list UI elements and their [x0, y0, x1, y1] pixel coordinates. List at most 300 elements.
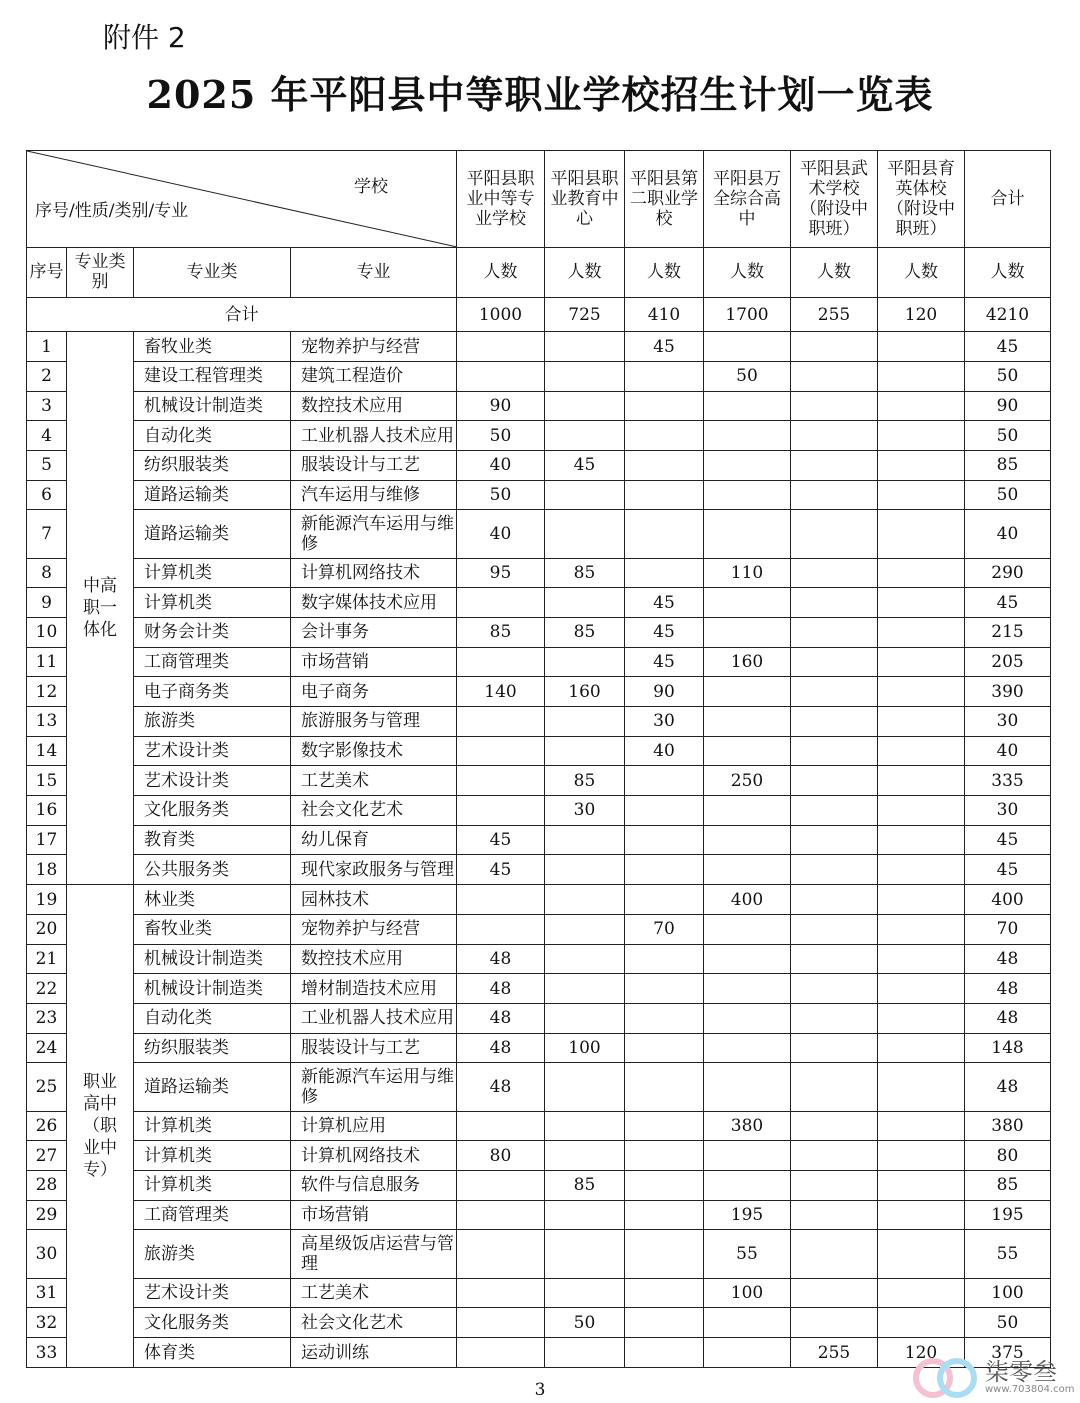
- table-row: [27, 677, 1051, 707]
- row-class: 财务会计类: [134, 617, 291, 647]
- row-value: [878, 1230, 965, 1278]
- row-value: [878, 480, 965, 510]
- row-total: 45: [965, 332, 1051, 362]
- row-total: 90: [965, 391, 1051, 421]
- row-major: 高星级饭店运营与管理: [291, 1230, 457, 1278]
- row-value: [878, 1308, 965, 1338]
- row-value: [457, 736, 545, 766]
- school-header: 平阳县职业中等专业学校: [457, 151, 545, 248]
- table-row: [27, 1230, 1051, 1278]
- row-total: 290: [965, 558, 1051, 588]
- row-major: 计算机网络技术: [291, 1141, 457, 1171]
- total-label: 合计: [27, 297, 457, 331]
- row-value: 120: [878, 1338, 965, 1368]
- row-major: 新能源汽车运用与维修: [291, 510, 457, 558]
- row-value: 50: [457, 421, 545, 451]
- row-class: 工商管理类: [134, 1200, 291, 1230]
- row-value: [545, 885, 625, 915]
- row-class: 计算机类: [134, 1141, 291, 1171]
- row-value: [457, 1170, 545, 1200]
- row-total: 48: [965, 1003, 1051, 1033]
- table-row: [27, 588, 1051, 618]
- row-major: 社会文化艺术: [291, 796, 457, 826]
- row-class: 艺术设计类: [134, 736, 291, 766]
- row-value: 140: [457, 677, 545, 707]
- row-major: 服装设计与工艺: [291, 450, 457, 480]
- row-class: 计算机类: [134, 558, 291, 588]
- row-value: [791, 617, 878, 647]
- total-value: 4210: [965, 297, 1051, 331]
- row-value: 48: [457, 1033, 545, 1063]
- row-value: [625, 1308, 704, 1338]
- row-total: 80: [965, 1141, 1051, 1171]
- row-value: [545, 332, 625, 362]
- row-value: [625, 1200, 704, 1230]
- row-value: [625, 796, 704, 826]
- table-row: [27, 361, 1051, 391]
- total-value: 725: [545, 297, 625, 331]
- row-total: 195: [965, 1200, 1051, 1230]
- row-value: [545, 914, 625, 944]
- row-value: [625, 766, 704, 796]
- row-value: [625, 825, 704, 855]
- table-row: [27, 647, 1051, 677]
- row-value: [791, 1230, 878, 1278]
- row-value: [704, 1338, 791, 1368]
- row-total: 30: [965, 707, 1051, 737]
- row-value: [457, 1308, 545, 1338]
- row-value: 95: [457, 558, 545, 588]
- row-value: [791, 825, 878, 855]
- page-number: 3: [534, 1380, 546, 1400]
- row-value: [704, 736, 791, 766]
- school-header: 平阳县武术学校（附设中职班）: [791, 151, 878, 248]
- row-value: [625, 1230, 704, 1278]
- total-value: 120: [878, 297, 965, 331]
- row-seq: 22: [27, 974, 67, 1004]
- row-major: 旅游服务与管理: [291, 707, 457, 737]
- row-value: [878, 885, 965, 915]
- table-row: [27, 558, 1051, 588]
- row-value: 160: [704, 647, 791, 677]
- row-value: 90: [457, 391, 545, 421]
- row-total: 380: [965, 1111, 1051, 1141]
- row-total: 45: [965, 588, 1051, 618]
- row-value: [878, 766, 965, 796]
- row-value: [545, 1111, 625, 1141]
- row-seq: 18: [27, 855, 67, 885]
- row-total: 148: [965, 1033, 1051, 1063]
- row-class: 建设工程管理类: [134, 361, 291, 391]
- row-value: [625, 421, 704, 451]
- row-value: [457, 1338, 545, 1368]
- row-value: [878, 1170, 965, 1200]
- row-total: 400: [965, 885, 1051, 915]
- row-value: [457, 885, 545, 915]
- row-value: [878, 1278, 965, 1308]
- row-value: [625, 450, 704, 480]
- row-value: 85: [545, 766, 625, 796]
- row-value: [878, 332, 965, 362]
- row-value: [625, 480, 704, 510]
- row-value: [625, 510, 704, 558]
- row-value: [704, 914, 791, 944]
- row-value: 160: [545, 677, 625, 707]
- row-value: [545, 1338, 625, 1368]
- unit-header: 人数: [545, 247, 625, 297]
- row-value: [545, 480, 625, 510]
- row-total: 50: [965, 421, 1051, 451]
- row-seq: 6: [27, 480, 67, 510]
- col-seq-header: 序号: [27, 247, 67, 297]
- row-value: [545, 974, 625, 1004]
- row-value: [457, 1111, 545, 1141]
- row-value: [791, 647, 878, 677]
- row-value: [625, 361, 704, 391]
- total-value: 1700: [704, 297, 791, 331]
- row-class: 教育类: [134, 825, 291, 855]
- row-value: 255: [791, 1338, 878, 1368]
- row-value: 45: [545, 450, 625, 480]
- row-class: 机械设计制造类: [134, 391, 291, 421]
- row-value: 90: [625, 677, 704, 707]
- row-value: [545, 944, 625, 974]
- row-value: [545, 1063, 625, 1111]
- table-row: [27, 1033, 1051, 1063]
- row-total: 205: [965, 647, 1051, 677]
- row-major: 服装设计与工艺: [291, 1033, 457, 1063]
- row-value: 100: [704, 1278, 791, 1308]
- unit-header: 人数: [878, 247, 965, 297]
- row-seq: 28: [27, 1170, 67, 1200]
- row-type-group: 中高职一体化: [67, 332, 134, 885]
- row-value: [791, 1063, 878, 1111]
- row-value: [878, 796, 965, 826]
- col-class-header: 专业类: [134, 247, 291, 297]
- row-total: 85: [965, 1170, 1051, 1200]
- row-class: 旅游类: [134, 707, 291, 737]
- row-value: 45: [457, 855, 545, 885]
- row-value: [791, 1278, 878, 1308]
- row-major: 建筑工程造价: [291, 361, 457, 391]
- row-major: 工艺美术: [291, 1278, 457, 1308]
- row-total: 335: [965, 766, 1051, 796]
- row-class: 电子商务类: [134, 677, 291, 707]
- row-value: [704, 450, 791, 480]
- row-value: 50: [545, 1308, 625, 1338]
- row-major: 数控技术应用: [291, 944, 457, 974]
- row-major: 宠物养护与经营: [291, 914, 457, 944]
- row-value: [878, 944, 965, 974]
- row-class: 林业类: [134, 885, 291, 915]
- row-total: 70: [965, 914, 1051, 944]
- row-major: 市场营销: [291, 647, 457, 677]
- row-major: 软件与信息服务: [291, 1170, 457, 1200]
- row-seq: 23: [27, 1003, 67, 1033]
- unit-header: 人数: [457, 247, 545, 297]
- row-total: 50: [965, 480, 1051, 510]
- row-value: [457, 647, 545, 677]
- table-row: [27, 1063, 1051, 1111]
- row-value: 45: [625, 332, 704, 362]
- row-value: 80: [457, 1141, 545, 1171]
- table-row: [27, 914, 1051, 944]
- row-value: [704, 391, 791, 421]
- row-class: 道路运输类: [134, 510, 291, 558]
- row-value: [704, 1003, 791, 1033]
- col-major-header: 专业: [291, 247, 457, 297]
- row-class: 计算机类: [134, 1170, 291, 1200]
- row-class: 自动化类: [134, 1003, 291, 1033]
- row-value: [704, 1033, 791, 1063]
- row-value: [545, 510, 625, 558]
- row-major: 计算机应用: [291, 1111, 457, 1141]
- row-seq: 33: [27, 1338, 67, 1368]
- row-seq: 25: [27, 1063, 67, 1111]
- unit-header: 人数: [704, 247, 791, 297]
- table-row: [27, 1278, 1051, 1308]
- row-value: 85: [457, 617, 545, 647]
- row-value: [457, 332, 545, 362]
- row-total: 390: [965, 677, 1051, 707]
- table-row: [27, 421, 1051, 451]
- row-total: 48: [965, 944, 1051, 974]
- row-major: 数控技术应用: [291, 391, 457, 421]
- row-value: [791, 480, 878, 510]
- row-value: 48: [457, 1063, 545, 1111]
- row-value: [878, 677, 965, 707]
- row-total: 40: [965, 510, 1051, 558]
- row-value: 70: [625, 914, 704, 944]
- row-seq: 20: [27, 914, 67, 944]
- row-class: 文化服务类: [134, 1308, 291, 1338]
- row-class: 畜牧业类: [134, 332, 291, 362]
- row-value: [791, 1111, 878, 1141]
- row-major: 宠物养护与经营: [291, 332, 457, 362]
- row-class: 纺织服装类: [134, 450, 291, 480]
- school-header: 平阳县第二职业学校: [625, 151, 704, 248]
- row-value: [625, 1170, 704, 1200]
- row-value: [791, 707, 878, 737]
- row-value: [704, 796, 791, 826]
- table-row: [27, 766, 1051, 796]
- col-type-header: 专业类别: [67, 247, 134, 297]
- row-class: 艺术设计类: [134, 766, 291, 796]
- row-seq: 31: [27, 1278, 67, 1308]
- row-value: [625, 391, 704, 421]
- row-major: 市场营销: [291, 1200, 457, 1230]
- table-row: [27, 1003, 1051, 1033]
- row-value: 110: [704, 558, 791, 588]
- row-value: [878, 421, 965, 451]
- row-seq: 19: [27, 885, 67, 915]
- row-value: [878, 617, 965, 647]
- row-value: 85: [545, 617, 625, 647]
- table-row: [27, 707, 1051, 737]
- row-seq: 26: [27, 1111, 67, 1141]
- row-value: [545, 1003, 625, 1033]
- row-major: 新能源汽车运用与维修: [291, 1063, 457, 1111]
- total-row: [27, 297, 1051, 331]
- row-value: [791, 766, 878, 796]
- row-class: 体育类: [134, 1338, 291, 1368]
- row-major: 汽车运用与维修: [291, 480, 457, 510]
- table-row: [27, 1200, 1051, 1230]
- row-value: [457, 796, 545, 826]
- row-seq: 8: [27, 558, 67, 588]
- row-major: 工艺美术: [291, 766, 457, 796]
- row-value: [791, 391, 878, 421]
- row-value: [625, 974, 704, 1004]
- table-row: [27, 1308, 1051, 1338]
- row-total: 215: [965, 617, 1051, 647]
- row-seq: 13: [27, 707, 67, 737]
- row-value: [545, 1278, 625, 1308]
- row-total: 55: [965, 1230, 1051, 1278]
- row-value: [457, 588, 545, 618]
- row-value: [457, 1200, 545, 1230]
- row-value: 48: [457, 944, 545, 974]
- row-seq: 7: [27, 510, 67, 558]
- row-total: 50: [965, 1308, 1051, 1338]
- row-major: 计算机网络技术: [291, 558, 457, 588]
- diag-school-label: 学校: [354, 177, 388, 197]
- row-total: 375: [965, 1338, 1051, 1368]
- row-value: [704, 617, 791, 647]
- row-major: 数字媒体技术应用: [291, 588, 457, 618]
- table-row: [27, 1111, 1051, 1141]
- row-value: [704, 974, 791, 1004]
- row-value: [625, 1141, 704, 1171]
- row-value: [457, 361, 545, 391]
- row-value: [791, 855, 878, 885]
- row-class: 机械设计制造类: [134, 944, 291, 974]
- row-value: [625, 1003, 704, 1033]
- row-value: 45: [625, 617, 704, 647]
- row-value: [791, 1308, 878, 1338]
- row-value: [791, 510, 878, 558]
- row-value: [625, 1338, 704, 1368]
- row-seq: 15: [27, 766, 67, 796]
- row-seq: 30: [27, 1230, 67, 1278]
- row-seq: 10: [27, 617, 67, 647]
- row-value: 48: [457, 974, 545, 1004]
- row-value: [704, 1308, 791, 1338]
- row-value: [545, 707, 625, 737]
- unit-header: 人数: [965, 247, 1051, 297]
- row-value: 50: [457, 480, 545, 510]
- row-major: 工业机器人技术应用: [291, 421, 457, 451]
- watermark-text: 柒零叁: [985, 1358, 1057, 1386]
- table-row: [27, 1338, 1051, 1368]
- row-seq: 14: [27, 736, 67, 766]
- row-seq: 11: [27, 647, 67, 677]
- unit-header: 人数: [791, 247, 878, 297]
- row-value: [791, 588, 878, 618]
- school-header: 平阳县万全综合高中: [704, 151, 791, 248]
- row-value: [878, 707, 965, 737]
- row-major: 工业机器人技术应用: [291, 1003, 457, 1033]
- row-major: 增材制造技术应用: [291, 974, 457, 1004]
- row-value: [791, 736, 878, 766]
- row-value: 30: [625, 707, 704, 737]
- row-value: [791, 332, 878, 362]
- row-value: 45: [625, 647, 704, 677]
- row-value: [704, 421, 791, 451]
- row-value: [704, 588, 791, 618]
- row-class: 畜牧业类: [134, 914, 291, 944]
- row-major: 数字影像技术: [291, 736, 457, 766]
- row-value: 30: [545, 796, 625, 826]
- school-header: 平阳县职业教育中心: [545, 151, 625, 248]
- attachment-label: 附件 2: [103, 21, 186, 54]
- table-row: [27, 974, 1051, 1004]
- row-type-group: 职业高中（职业中专）: [67, 885, 134, 1368]
- row-seq: 5: [27, 450, 67, 480]
- row-value: [625, 944, 704, 974]
- row-value: [878, 914, 965, 944]
- table-row: [27, 617, 1051, 647]
- row-value: 55: [704, 1230, 791, 1278]
- row-value: [625, 855, 704, 885]
- total-value: 255: [791, 297, 878, 331]
- row-value: 85: [545, 1170, 625, 1200]
- row-value: [878, 1033, 965, 1063]
- row-value: [457, 1230, 545, 1278]
- row-seq: 9: [27, 588, 67, 618]
- row-major: 幼儿保育: [291, 825, 457, 855]
- row-value: [704, 855, 791, 885]
- row-total: 45: [965, 855, 1051, 885]
- school-header: 平阳县育英体校（附设中职班）: [878, 151, 965, 248]
- row-value: [545, 647, 625, 677]
- row-value: [704, 1141, 791, 1171]
- row-value: [878, 1003, 965, 1033]
- row-class: 文化服务类: [134, 796, 291, 826]
- row-seq: 21: [27, 944, 67, 974]
- row-seq: 4: [27, 421, 67, 451]
- row-value: [791, 914, 878, 944]
- row-value: [791, 944, 878, 974]
- row-value: [457, 707, 545, 737]
- row-class: 道路运输类: [134, 480, 291, 510]
- table-row: [27, 825, 1051, 855]
- unit-header: 人数: [625, 247, 704, 297]
- row-major: 园林技术: [291, 885, 457, 915]
- row-value: 40: [625, 736, 704, 766]
- table-row: [27, 944, 1051, 974]
- row-value: 100: [545, 1033, 625, 1063]
- row-value: [878, 1111, 965, 1141]
- row-class: 计算机类: [134, 1111, 291, 1141]
- row-value: [878, 974, 965, 1004]
- row-value: [878, 647, 965, 677]
- row-value: [791, 885, 878, 915]
- row-value: [704, 510, 791, 558]
- table-row: [27, 736, 1051, 766]
- row-value: [878, 391, 965, 421]
- row-value: [791, 558, 878, 588]
- row-value: [791, 974, 878, 1004]
- row-value: [791, 796, 878, 826]
- row-major: 会计事务: [291, 617, 457, 647]
- table-row: [27, 885, 1051, 915]
- row-value: [545, 855, 625, 885]
- row-value: 400: [704, 885, 791, 915]
- row-value: [545, 391, 625, 421]
- table-row: [27, 855, 1051, 885]
- total-value: 1000: [457, 297, 545, 331]
